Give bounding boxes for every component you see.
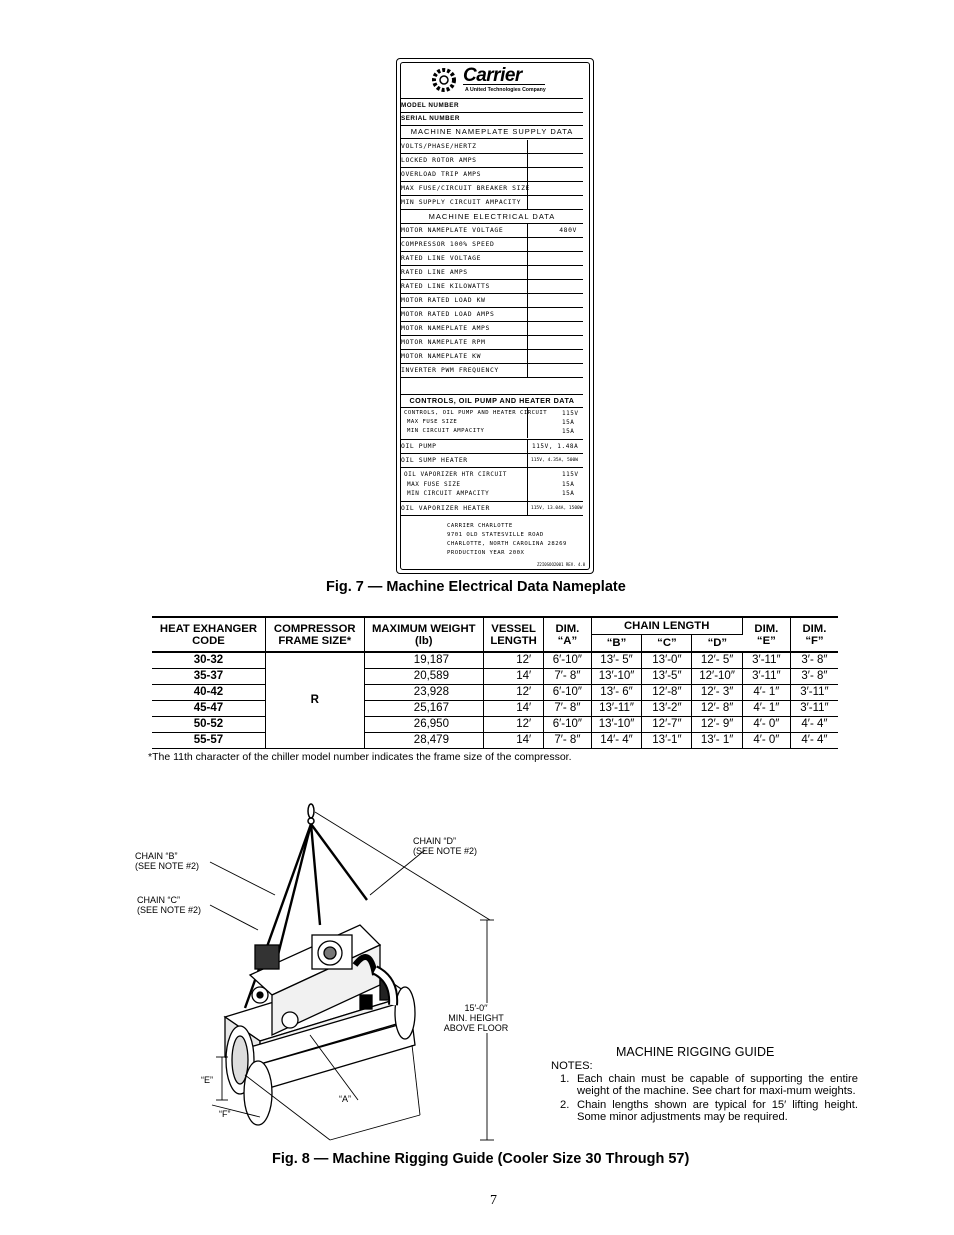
cell-e: 3′-11″ <box>742 669 790 685</box>
nameplate-row <box>401 196 583 210</box>
table-row <box>152 733 838 749</box>
rigging-guide-title: MACHINE RIGGING GUIDE <box>616 1045 775 1059</box>
nameplate-row-value <box>527 140 583 153</box>
cell-hx-code: 40-42 <box>152 685 265 701</box>
cell-hx-code: 55-57 <box>152 733 265 749</box>
min-ampacity-label: MIN CIRCUIT AMPACITY <box>407 428 485 434</box>
oil-sump-label: OIL SUMP HEATER <box>401 456 468 464</box>
cell-a: 6′-10″ <box>544 685 591 701</box>
cell-f: 4′- 4″ <box>790 717 838 733</box>
nameplate-row-value <box>527 182 583 195</box>
cell-e: 4′- 1″ <box>742 701 790 717</box>
nameplate-row-value <box>527 252 583 265</box>
nameplate-row-label: MOTOR NAMEPLATE AMPS <box>401 324 490 332</box>
cell-weight: 28,479 <box>364 733 483 749</box>
cell-hx-code: 30-32 <box>152 652 265 669</box>
cell-weight: 20,589 <box>364 669 483 685</box>
nameplate <box>396 58 594 574</box>
note-1-number: 1. <box>560 1073 570 1085</box>
table-footnote: *The 11th character of the chiller model number indicates the frame size of the compressor. <box>148 751 572 763</box>
notes-list <box>560 1073 858 1123</box>
header-chain-c: “C” <box>642 635 692 653</box>
serial-number-label: SERIAL NUMBER <box>401 112 583 126</box>
cell-frame-size: R <box>265 652 364 749</box>
oil-pump-label: OIL PUMP <box>401 442 437 450</box>
cell-e: 3′-11″ <box>742 652 790 669</box>
controls-voltage-value: 115V <box>562 410 579 417</box>
nameplate-row-value <box>527 266 583 279</box>
oil-pump-row <box>401 440 583 454</box>
table-row <box>152 701 838 717</box>
table-row <box>152 717 838 733</box>
cell-b: 13′-11″ <box>591 701 642 717</box>
chain-d-note: (SEE NOTE #2) <box>413 846 478 856</box>
cell-c: 12′-8″ <box>642 685 692 701</box>
supply-data-title: MACHINE NAMEPLATE SUPPLY DATA <box>401 126 583 139</box>
cell-d: 12′- 8″ <box>692 701 743 717</box>
nameplate-row-value <box>527 336 583 349</box>
nameplate-row-value <box>527 238 583 251</box>
address-line: PRODUCTION YEAR 200X <box>447 550 525 556</box>
nameplate-row-label: MOTOR NAMEPLATE VOLTAGE <box>401 226 504 234</box>
cell-a: 7′- 8″ <box>544 669 591 685</box>
nameplate-row-label: RATED LINE VOLTAGE <box>401 254 482 262</box>
cell-a: 7′- 8″ <box>544 701 591 717</box>
cell-c: 13′-5″ <box>642 669 692 685</box>
vaporizer-heater-row <box>401 502 583 516</box>
cell-e: 4′- 0″ <box>742 717 790 733</box>
dim-a-label: “A” <box>339 1094 351 1104</box>
header-vessel-length: VESSEL LENGTH <box>483 617 543 652</box>
cell-b: 13′-10″ <box>591 717 642 733</box>
vaporizer-fuse-value: 15A <box>562 480 575 488</box>
cell-d: 12′- 5″ <box>692 652 743 669</box>
note-1-text: Each chain must be capable of supporting the entire weight of the machine. See chart for maxi-mum weights. <box>577 1073 858 1097</box>
nameplate-row <box>401 350 583 364</box>
oil-sump-row <box>401 454 583 468</box>
note-2 <box>560 1099 858 1123</box>
table-header-row <box>152 617 838 635</box>
nameplate-row-label: COMPRESSOR 100% SPEED <box>401 240 495 248</box>
controls-ampacity-value: 15A <box>562 428 575 435</box>
nameplate-row-value <box>527 280 583 293</box>
vaporizer-labels <box>404 470 507 499</box>
cell-b: 14′- 4″ <box>591 733 642 749</box>
nameplate-row-value <box>527 350 583 363</box>
height-desc: MIN. HEIGHT <box>448 1013 504 1023</box>
cell-weight: 19,187 <box>364 652 483 669</box>
nameplate-row-label: MAX FUSE/CIRCUIT BREAKER SIZE <box>401 184 530 192</box>
header-dim-f: DIM. “F” <box>790 617 838 652</box>
dim-f-label: “F” <box>219 1109 231 1119</box>
nameplate-row-value <box>527 308 583 321</box>
cell-weight: 23,928 <box>364 685 483 701</box>
cell-a: 6′-10″ <box>544 717 591 733</box>
cell-vessel: 14′ <box>483 733 543 749</box>
nameplate-row <box>401 168 583 182</box>
nameplate-row-label: MOTOR NAMEPLATE KW <box>401 352 482 360</box>
cell-a: 7′- 8″ <box>544 733 591 749</box>
vaporizer-heater-value: 115V, 13.04A, 1500W <box>527 502 583 515</box>
part-number: Z2I0SOO2001 REV. 4.0 <box>537 562 586 567</box>
nameplate-row-label: MIN SUPPLY CIRCUIT AMPACITY <box>401 198 522 206</box>
controls-fuse-value: 15A <box>562 419 575 426</box>
rigging-data-table <box>152 616 838 749</box>
cell-d: 12′-10″ <box>692 669 743 685</box>
note-1 <box>560 1073 858 1097</box>
nameplate-row-label: MOTOR RATED LOAD KW <box>401 296 486 304</box>
cell-hx-code: 50-52 <box>152 717 265 733</box>
cell-vessel: 12′ <box>483 717 543 733</box>
cell-f: 3′-11″ <box>790 685 838 701</box>
header-chain-b: “B” <box>591 635 642 653</box>
controls-circuit-labels <box>404 409 547 436</box>
chain-d-label <box>413 836 477 856</box>
nameplate-row-value <box>527 294 583 307</box>
cell-d: 13′- 1″ <box>692 733 743 749</box>
cell-c: 13′-2″ <box>642 701 692 717</box>
cell-d: 12′- 3″ <box>692 685 743 701</box>
vaporizer-values <box>562 470 578 499</box>
brand-subtitle: A United Technologies Company <box>465 87 546 93</box>
chain-c-label <box>137 895 201 915</box>
nameplate-row-label: OVERLOAD TRIP AMPS <box>401 170 482 178</box>
cell-b: 13′- 6″ <box>591 685 642 701</box>
oil-pump-value: 115V, 1.48A <box>527 440 583 453</box>
carrier-logo-icon <box>431 67 457 93</box>
cell-f: 3′-11″ <box>790 701 838 717</box>
nameplate-row <box>401 238 583 252</box>
cell-b: 13′- 5″ <box>591 652 642 669</box>
cell-a: 6′-10″ <box>544 652 591 669</box>
nameplate-row-value <box>527 196 583 209</box>
header-dim-a: DIM. “A” <box>544 617 591 652</box>
chain-c-note: (SEE NOTE #2) <box>137 905 202 915</box>
nameplate-row <box>401 336 583 350</box>
nameplate-row <box>401 266 583 280</box>
chain-d-title: CHAIN “D” <box>413 836 456 846</box>
cell-d: 12′- 9″ <box>692 717 743 733</box>
nameplate-row-label: RATED LINE KILOWATTS <box>401 282 490 290</box>
cell-e: 4′- 0″ <box>742 733 790 749</box>
page-number: 7 <box>490 1193 497 1208</box>
cell-hx-code: 45-47 <box>152 701 265 717</box>
vaporizer-heater-label: OIL VAPORIZER HEATER <box>401 504 490 512</box>
chain-b-label <box>135 851 199 871</box>
header-max-weight: MAXIMUM WEIGHT (lb) <box>364 617 483 652</box>
vaporizer-fuse-label: MAX FUSE SIZE <box>407 480 461 488</box>
nameplate-row <box>401 364 583 378</box>
controls-circuit-label: CONTROLS, OIL PUMP AND HEATER CIRCUIT <box>404 410 548 416</box>
cell-hx-code: 35-37 <box>152 669 265 685</box>
nameplate-row-value <box>527 154 583 167</box>
cell-vessel: 12′ <box>483 685 543 701</box>
nameplate-row-label: LOCKED ROTOR AMPS <box>401 156 477 164</box>
cell-f: 4′- 4″ <box>790 733 838 749</box>
nameplate-row-label: RATED LINE AMPS <box>401 268 468 276</box>
cell-c: 13′-1″ <box>642 733 692 749</box>
vaporizer-ampacity-value: 15A <box>562 490 575 497</box>
table-body <box>152 652 838 749</box>
nameplate-row <box>401 182 583 196</box>
oil-sump-value: 115V, 4.35A, 500W <box>527 454 583 467</box>
chain-c-title: CHAIN “C” <box>137 895 180 905</box>
nameplate-row <box>401 140 583 154</box>
table-row <box>152 669 838 685</box>
nameplate-row <box>401 224 583 238</box>
controls-data-title: CONTROLS, OIL PUMP AND HEATER DATA <box>401 394 583 408</box>
chain-b-title: CHAIN “B” <box>135 851 178 861</box>
cell-c: 12′-7″ <box>642 717 692 733</box>
chain-b-note: (SEE NOTE #2) <box>135 861 200 871</box>
height-value: 15′-0′′ <box>464 1003 488 1013</box>
note-2-number: 2. <box>560 1099 570 1111</box>
cell-vessel: 14′ <box>483 701 543 717</box>
height-desc: ABOVE FLOOR <box>443 1023 509 1033</box>
cell-f: 3′- 8″ <box>790 652 838 669</box>
nameplate-row <box>401 280 583 294</box>
nameplate-row <box>401 308 583 322</box>
nameplate-row-label: MOTOR RATED LOAD AMPS <box>401 310 495 318</box>
cell-e: 4′- 1″ <box>742 685 790 701</box>
nameplate-row-label: MOTOR NAMEPLATE RPM <box>401 338 486 346</box>
electrical-data-title: MACHINE ELECTRICAL DATA <box>401 211 583 224</box>
cell-c: 13′-0″ <box>642 652 692 669</box>
brand-name: Carrier <box>463 65 522 86</box>
nameplate-row <box>401 154 583 168</box>
dim-e-label: “E” <box>201 1075 213 1085</box>
notes-title: NOTES: <box>551 1060 593 1072</box>
table-row <box>152 652 838 669</box>
address-block <box>447 522 567 558</box>
cell-weight: 25,167 <box>364 701 483 717</box>
address-line: 9701 OLD STATESVILLE ROAD <box>447 532 544 538</box>
nameplate-row <box>401 294 583 308</box>
model-number-label: MODEL NUMBER <box>401 98 583 113</box>
address-line: CHARLOTTE, NORTH CAROLINA 28269 <box>447 541 567 547</box>
table-row <box>152 685 838 701</box>
max-fuse-label: MAX FUSE SIZE <box>407 419 458 425</box>
nameplate-row-label: VOLTS/PHASE/HERTZ <box>401 142 477 150</box>
nameplate-row-value: 480V <box>527 224 583 237</box>
header-chain-d: “D” <box>692 635 743 653</box>
height-label <box>438 1003 514 1033</box>
nameplate-row <box>401 322 583 336</box>
note-2-text: Chain lengths shown are typical for 15′ lifting height. Some minor adjustments may be required. <box>577 1099 858 1123</box>
header-frame-size: COMPRESSOR FRAME SIZE* <box>265 617 364 652</box>
vaporizer-circuit-label: OIL VAPORIZER HTR CIRCUIT <box>404 471 507 478</box>
header-chain-length: CHAIN LENGTH <box>591 617 742 635</box>
nameplate-row-value <box>527 364 583 377</box>
vaporizer-ampacity-label: MIN CIRCUIT AMPACITY <box>407 490 490 497</box>
nameplate-row-value <box>527 168 583 181</box>
cell-b: 13′-10″ <box>591 669 642 685</box>
cell-weight: 26,950 <box>364 717 483 733</box>
fig8-caption: Fig. 8 — Machine Rigging Guide (Cooler Size 30 Through 57) <box>272 1151 690 1167</box>
address-line: CARRIER CHARLOTTE <box>447 523 513 529</box>
brand-rule <box>463 84 545 85</box>
nameplate-row-value <box>527 322 583 335</box>
header-dim-e: DIM. “E” <box>742 617 790 652</box>
controls-circuit-values <box>562 409 578 436</box>
header-hx-code: HEAT EXHANGER CODE <box>152 617 265 652</box>
cell-vessel: 12′ <box>483 652 543 669</box>
cell-f: 3′- 8″ <box>790 669 838 685</box>
vaporizer-voltage-value: 115V <box>562 471 579 478</box>
nameplate-row-label: INVERTER PWM FREQUENCY <box>401 366 499 374</box>
cell-vessel: 14′ <box>483 669 543 685</box>
fig7-caption: Fig. 7 — Machine Electrical Data Nameplate <box>326 579 626 595</box>
nameplate-row <box>401 252 583 266</box>
